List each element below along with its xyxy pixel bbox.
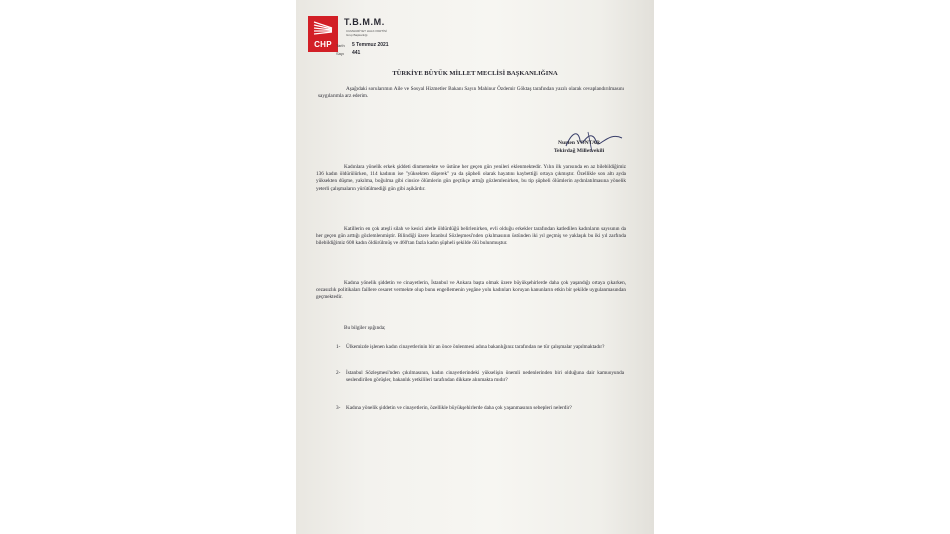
letterhead-party (346, 29, 387, 37)
document-page (296, 0, 654, 534)
question-number: 2- (336, 370, 341, 376)
intro-paragraph: Aşağıdaki sorularımın Aile ve Sosyal Hizmetler Bakanı Sayın Mahinur Özdemir Göktaş tarafından yazılı olarak cevaplandırılmasını saygılarımla arz ederim. (318, 86, 624, 100)
chp-logo (308, 16, 338, 52)
question-text: İstanbul Sözleşmesi'nden çıkılmasının, kadın cinayetlerindeki yükselişin önemli nedenlerinden biri olduğuna dair kamuoyunda seslendirilen görüşler, bakanlık yetkilileri tarafından dikkate alınmakta mıdır? (346, 370, 624, 384)
signatory-name: Nurten YONTAR (557, 140, 601, 146)
signatory-block (524, 140, 634, 155)
paragraph-3: Kadına yönelik şiddetin ve cinayetlerin, İstanbul ve Ankara başta olmak üzere büyükşehirlerde daha çok yaşandığı ortaya çıkarken, cezasızlık politikaları faillere cesaret vermekte olup bunu engellemenin yegâne yolu kadınları koruyan kanunların etkin bir şekilde uygulanmasından geçmektedir. (316, 280, 626, 301)
group-line: Grup Başkanlığı (346, 33, 368, 37)
logo-label: CHP (314, 40, 332, 49)
letterhead-title: T.B.M.M. (344, 17, 385, 27)
question-number: 1- (336, 344, 341, 350)
signatory-title: Tekirdağ Milletvekili (553, 147, 605, 154)
number-value: 441 (352, 50, 361, 56)
number-label: Sayı (336, 51, 345, 56)
question-text: Ülkemizde işlenen kadın cinayetlerinin bir an önce önlenmesi adına bakanlığınız tarafından ne tür çalışmalar yapılmaktadır? (346, 344, 605, 350)
date-label: Tarih (336, 43, 345, 48)
party-line: CUMHURİYET HALK PARTİSİ (346, 29, 387, 33)
date-value: 5 Temmuz 2021 (352, 42, 389, 48)
six-arrows-icon (312, 19, 334, 37)
document-heading: TÜRKİYE BÜYÜK MİLLET MECLİSİ BAŞKANLIĞINA (392, 70, 558, 77)
paragraph-1: Kadınlara yönelik erkek şiddeti dinmemekte ve üstüne her geçen gün yenileri eklenmektedir. Yılın ilk yarısında en az bilebildiğimiz 136 kadın öldürülürken, 114 kadının ise "yüksekten düşerek" ya da şüpheli olarak hayatını kaybettiği ortaya çıkmıştır. Özellikle son altı ayda yüksekten düşme, yakılma, boğulma gibi cinsice ölümlerin gün geçtikçe arttığı gözlemlenirken, bu tip şüpheli ölümlerin aydınlatılmasına yönelik yeterli çalışmaların yürütülmediği gün gibi aşikârdır. (316, 164, 626, 192)
paragraph-2: Katillerin en çok ateşli silah ve kesici aletle öldürdüğü belirlenirken, evli olduğu erkekler tarafından katledilen kadınların sayısının da her geçen gün arttığı gözlemlenmiştir. Bilindiği üzere İstanbul Sözleşmesi'nden çıkılmasının üstünden iki yıl geçmiş ve yaklaşık bu iki yıl zarfında bilebildiğimiz 608 kadın öldürülmüş ve 460'tan fazla kadın şüpheli şekilde ölü bulunmuştur. (316, 226, 626, 247)
paragraph-4: Bu bilgiler ışığında; (344, 325, 386, 331)
question-number: 3- (336, 405, 341, 411)
question-text: Kadına yönelik şiddetin ve cinayetlerin, özellikle büyükşehirlerde daha çok yaşanmasının sebepleri nelerdir? (346, 405, 572, 411)
